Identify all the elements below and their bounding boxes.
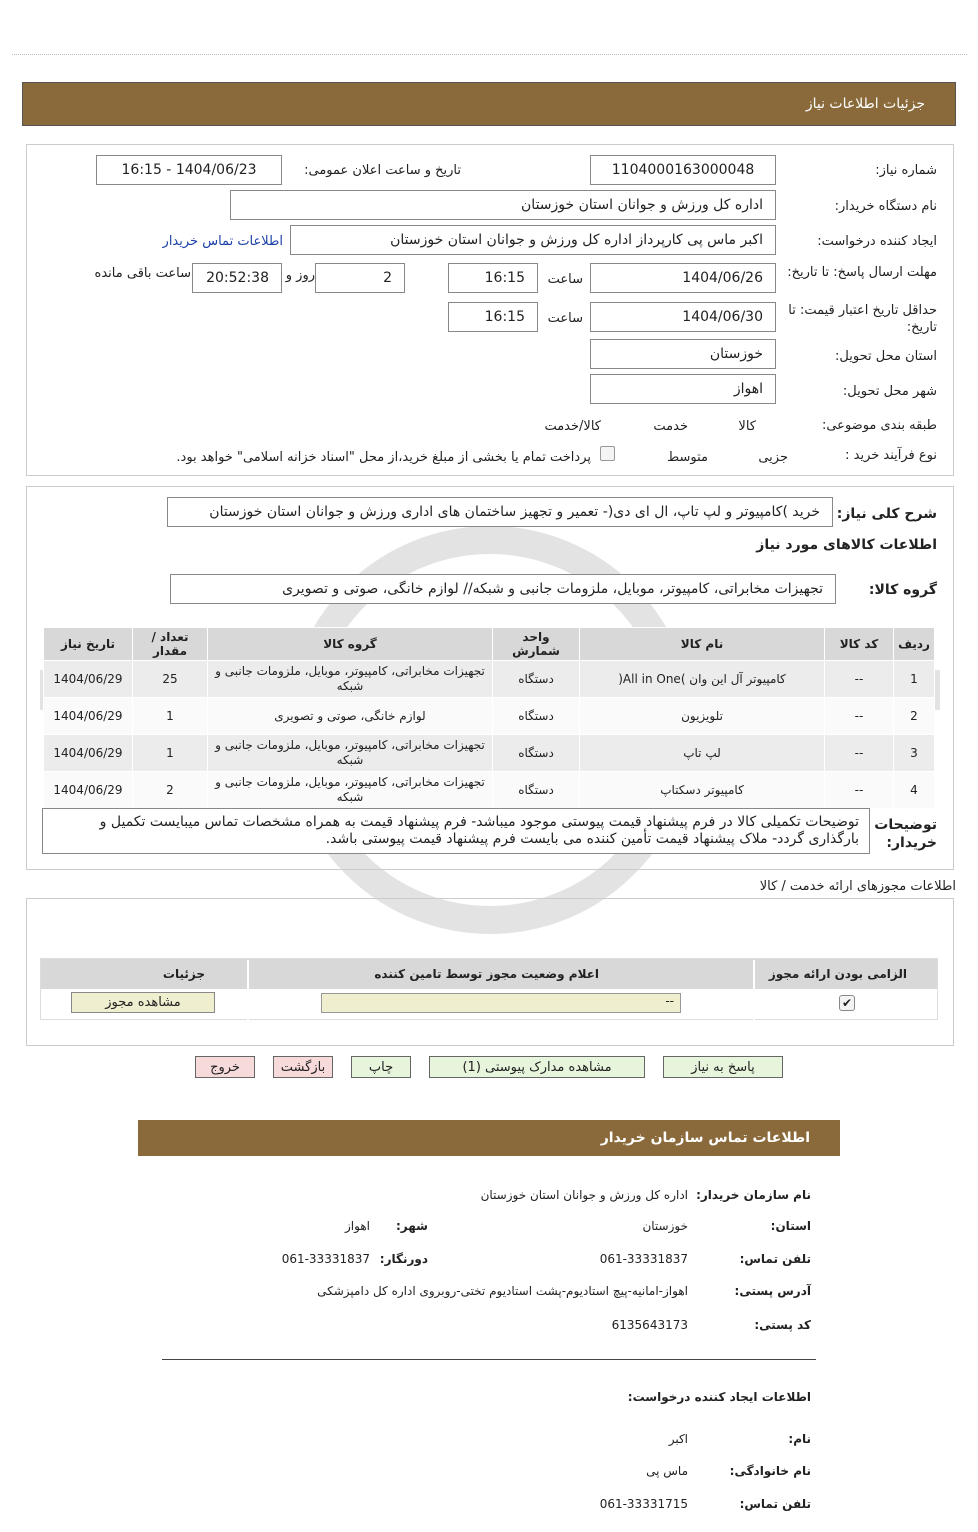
creator-phone-label: تلفن تماس: [739, 1497, 811, 1511]
family-label: نام خانوادگی: [729, 1464, 811, 1478]
reply-button[interactable]: پاسخ به نیاز [663, 1056, 783, 1078]
col-divider [753, 960, 755, 1020]
col-required: الزامی بودن ارائه مجوز [768, 967, 907, 981]
items-table-header [44, 628, 935, 661]
cell-row: 3 [894, 735, 935, 772]
cell-group: تجهیزات مخابراتی، کامپیوتر، موبایل، ملزومات جانبی و شبکه [208, 735, 493, 772]
category-label: طبقه بندی موضوعی: [821, 418, 937, 433]
deadline-label: مهلت ارسال پاسخ: تا تاریخ: [787, 265, 937, 280]
cell-unit: دستگاه [493, 772, 580, 809]
cell-date: 1404/06/29 [44, 698, 133, 735]
cell-code: -- [825, 772, 894, 809]
table-row [44, 698, 935, 735]
cell-name: کامپیوتر آل این وان )All in One( [580, 661, 825, 698]
city-contact-label: شهر: [396, 1219, 428, 1233]
cell-row: 2 [894, 698, 935, 735]
province-contact-label: استان: [770, 1219, 811, 1233]
permit-status-field: -- [321, 993, 681, 1013]
top-divider [12, 54, 967, 55]
phone-label: تلفن تماس: [739, 1252, 811, 1266]
items-table [43, 627, 935, 809]
city-field: اهواز [590, 374, 776, 404]
attachments-button[interactable]: مشاهده مدارک پیوستی (1) [429, 1056, 645, 1078]
cell-name: لپ تاپ [580, 735, 825, 772]
col-status: اعلام وضعیت مجوز توسط تامین کننده [374, 967, 599, 981]
need-number-label: شماره نیاز: [875, 163, 937, 178]
notes-label: توضیحات خریدار: [874, 817, 937, 851]
treasury-checkbox[interactable] [600, 446, 615, 461]
validity-time-label: ساعت [547, 311, 583, 326]
fax-label: دورنگار: [379, 1252, 428, 1266]
name-value: اکبر [668, 1432, 688, 1446]
creator-label: ایجاد کننده درخواست: [817, 234, 937, 249]
deadline-date-field: 1404/06/26 [590, 263, 776, 293]
col-unit: واحد شمارش [493, 628, 580, 661]
payment-note: پرداخت تمام یا بخشی از مبلغ خرید،از محل "اسناد خزانه اسلامی" خواهد بود. [176, 450, 591, 465]
table-row [44, 735, 935, 772]
cell-group: تجهیزات مخابراتی، کامپیوتر، موبایل، ملزومات جانبی و شبکه [208, 772, 493, 809]
buyer-contact-link[interactable]: اطلاعات تماس خریدار [162, 234, 283, 249]
items-table-wrap [43, 627, 935, 809]
address-value: اهواز-امانیه-پیچ استادیوم-پشت استادیوم تختی-روبروی اداره کل دامپزشکی [317, 1284, 688, 1298]
category-option-service: خدمت [653, 419, 688, 434]
col-name: نام کالا [580, 628, 825, 661]
page-title: جزئیات اطلاعات نیاز [805, 96, 925, 112]
creator-field: اکبر ماس پی کارپرداز اداره کل ورزش و جوانان استان خوزستان [290, 225, 776, 255]
cell-group: تجهیزات مخابراتی، کامپیوتر، موبایل، ملزومات جانبی و شبکه [208, 661, 493, 698]
cell-unit: دستگاه [493, 735, 580, 772]
city-contact-value: اهواز [345, 1219, 370, 1233]
cell-row: 1 [894, 661, 935, 698]
group-label: گروه کالا: [868, 582, 937, 598]
cell-group: لوازم خانگی، صوتی و تصویری [208, 698, 493, 735]
creator-phone-value: 061-33331715 [599, 1497, 688, 1511]
category-option-goods: کالا [738, 419, 756, 434]
days-field: 2 [315, 263, 405, 293]
back-button[interactable]: بازگشت [273, 1056, 333, 1078]
desc-label: شرح کلی نیاز: [836, 506, 937, 522]
page-header [22, 82, 956, 126]
cell-qty: 2 [133, 772, 208, 809]
permits-title: اطلاعات مجوزهای ارائه خدمت / کالا [759, 879, 956, 894]
desc-field: خرید )کامپیوتر و لپ تاپ، ال ای دی(- تعمیر و تجهیز ساختمان های اداری ورزش و جوانان استان خوزستان [167, 497, 833, 527]
cell-qty: 25 [133, 661, 208, 698]
notes-field: توضیحات تکمیلی کالا در فرم پیشنهاد قیمت پیوستی موجود میباشد- فرم پیشنهاد قیمت به همراه مشخصات تماس میبایست تکمیل و بارگذاری گردد- ملاک پیشنهاد قیمت تأمین کننده می بایست فرم پیشنهاد قیمت پیوستی باشد. [42, 808, 870, 854]
cell-date: 1404/06/29 [44, 661, 133, 698]
cell-code: -- [825, 735, 894, 772]
buyer-org-label: نام دستگاه خریدار: [834, 199, 937, 214]
cell-date: 1404/06/29 [44, 735, 133, 772]
contact-title: اطلاعات تماس سازمان خریدار [600, 1130, 810, 1146]
goods-info-title: اطلاعات کالاهای مورد نیاز [756, 537, 937, 553]
fax-value: 061-33331837 [281, 1252, 370, 1266]
buyer-org-field: اداره کل ورزش و جوانان استان خوزستان [230, 190, 776, 220]
cell-unit: دستگاه [493, 661, 580, 698]
org-value: اداره کل ورزش و جوانان استان خوزستان [480, 1188, 688, 1202]
process-option-small: جزیی [758, 450, 788, 465]
days-label: روز و [285, 268, 315, 283]
col-details: جزئیات [162, 967, 205, 981]
category-option-goods-service: کالا/خدمت [544, 419, 601, 434]
exit-button[interactable]: خروج [195, 1056, 255, 1078]
col-date: تاریخ نیاز [44, 628, 133, 661]
cell-row: 4 [894, 772, 935, 809]
phone-value: 061-33331837 [599, 1252, 688, 1266]
col-group: گروه کالا [208, 628, 493, 661]
city-label: شهر محل تحویل: [842, 384, 937, 399]
table-row [44, 661, 935, 698]
col-divider [247, 960, 249, 1020]
validity-date-field: 1404/06/30 [590, 302, 776, 332]
announce-field: 1404/06/23 - 16:15 [96, 155, 282, 185]
table-row [44, 772, 935, 809]
group-field: تجهیزات مخابراتی، کامپیوتر، موبایل، ملزومات جانبی و شبکه// لوازم خانگی، صوتی و تصویری [170, 574, 836, 604]
need-number-field: 1104000163000048 [590, 155, 776, 185]
contact-header [138, 1120, 840, 1156]
org-label: نام سازمان خریدار: [696, 1188, 811, 1202]
cell-qty: 1 [133, 735, 208, 772]
address-label: آدرس پستی: [734, 1284, 811, 1298]
process-option-medium: متوسط [667, 450, 708, 465]
deadline-time-field: 16:15 [448, 263, 538, 293]
remaining-time-field: 20:52:38 [192, 263, 282, 293]
province-label: استان محل تحویل: [835, 349, 937, 364]
validity-label: حداقل تاریخ اعتبار قیمت: تا تاریخ: [788, 303, 937, 335]
deadline-time-label: ساعت [547, 272, 583, 287]
family-value: ماس پی [646, 1464, 688, 1478]
creator-info-title: اطلاعات ایجاد کننده درخواست: [627, 1390, 811, 1404]
province-field: خوزستان [590, 339, 776, 369]
col-qty: تعداد / مقدار [133, 628, 208, 661]
permits-table [40, 958, 938, 1020]
cell-name: تلویزیون [580, 698, 825, 735]
cell-name: کامپیوتر دسکتاپ [580, 772, 825, 809]
province-contact-value: خوزستان [642, 1219, 688, 1233]
name-label: نام: [788, 1432, 811, 1446]
cell-date: 1404/06/29 [44, 772, 133, 809]
process-label: نوع فرآیند خرید : [845, 448, 937, 463]
cell-code: -- [825, 698, 894, 735]
required-checkbox-checked: ✔ [839, 995, 855, 1011]
cell-qty: 1 [133, 698, 208, 735]
col-code: کد کالا [825, 628, 894, 661]
validity-time-field: 16:15 [448, 302, 538, 332]
postal-label: کد پستی: [754, 1318, 811, 1332]
contact-divider [162, 1359, 816, 1360]
print-button[interactable]: چاپ [351, 1056, 411, 1078]
announce-label: تاریخ و ساعت اعلان عمومی: [304, 163, 461, 178]
cell-unit: دستگاه [493, 698, 580, 735]
cell-code: -- [825, 661, 894, 698]
view-permit-button[interactable]: مشاهده مجوز [71, 992, 215, 1013]
remaining-label: ساعت باقی مانده [94, 266, 191, 281]
postal-value: 6135643173 [611, 1318, 688, 1332]
col-row: ردیف [894, 628, 935, 661]
